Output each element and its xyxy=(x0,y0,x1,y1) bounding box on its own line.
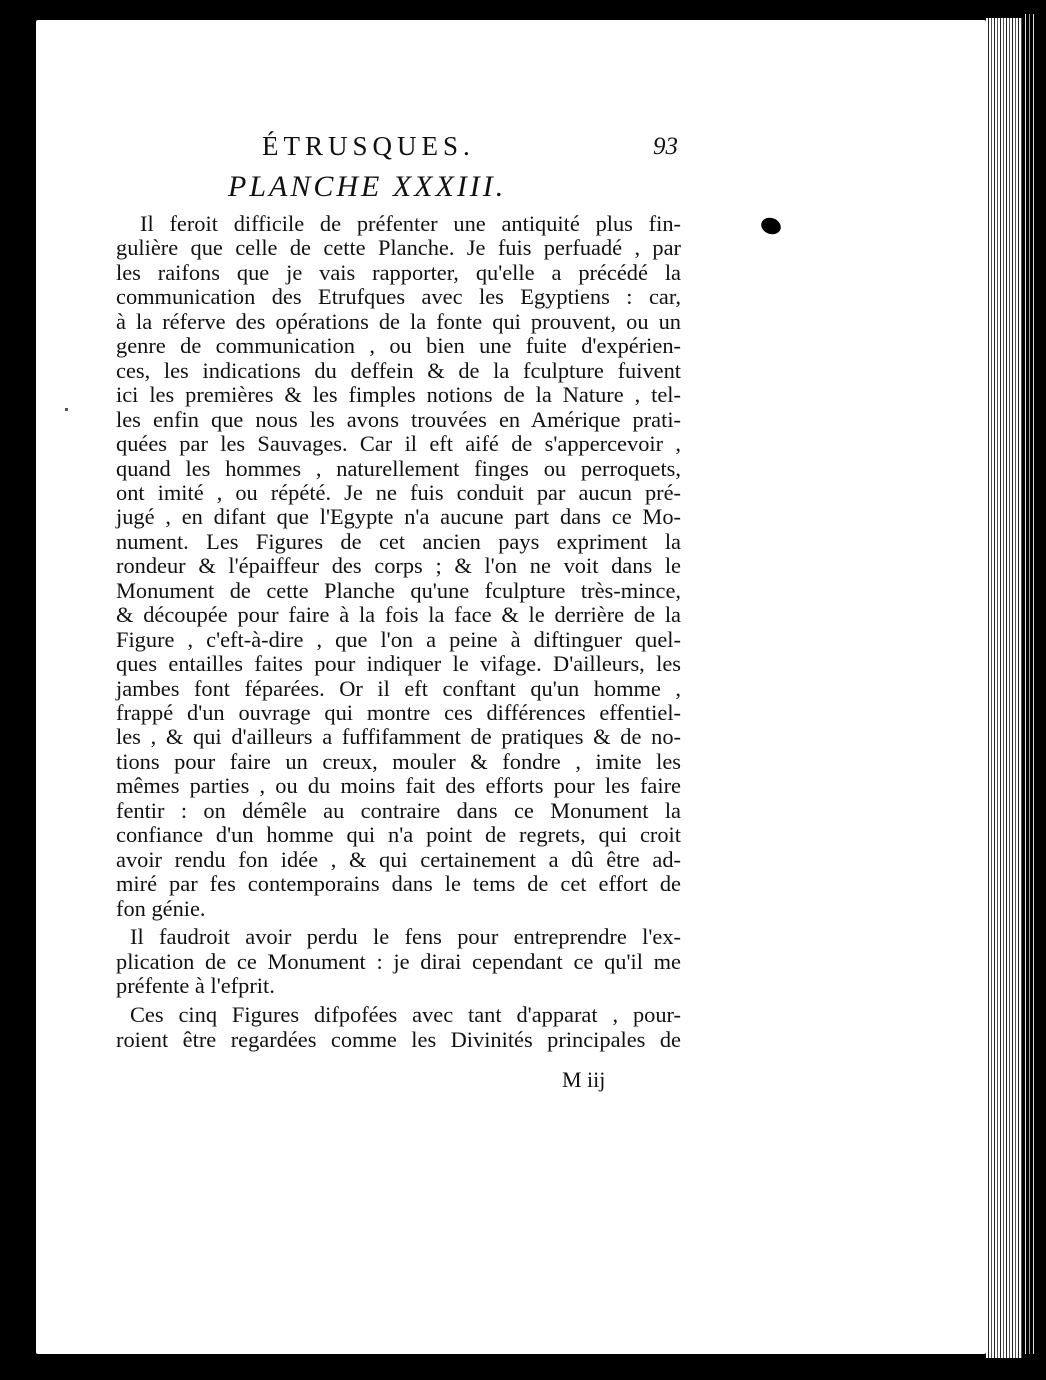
text-line: confiance d'un homme qui n'a point de regrets, qui croit xyxy=(116,822,681,848)
text-line: rondeur & l'épaiffeur des corps ; & l'on ne voit dans le xyxy=(116,553,681,579)
text-line: ont imité , ou répété. Je ne fuis conduit par aucun pré- xyxy=(116,479,681,505)
text-line: Monument de cette Planche qu'une fculpture très-mince, xyxy=(116,577,681,603)
text-line: plication de ce Monument : je dirai cependant ce qu'il me xyxy=(116,948,681,974)
text-line: miré par fes contemporains dans le tems de cet effort de xyxy=(116,871,681,897)
text-line: nument. Les Figures de cet ancien pays expriment la xyxy=(116,528,681,554)
text-line: quées par les Sauvages. Car il eft aifé de s'appercevoir , xyxy=(116,431,681,457)
text-line: les raifons que je vais rapporter, qu'elle a précédé la xyxy=(116,259,681,285)
text-line: & découpée pour faire à la fois la face & le derrière de la xyxy=(116,602,681,628)
text-line: quand les hommes , naturellement finges ou perroquets, xyxy=(116,455,681,481)
text-line: à la réferve des opérations de la fonte qui prouvent, ou un xyxy=(116,308,681,334)
text-line: fentir : on démêle au contraire dans ce Monument la xyxy=(116,797,681,823)
text-line: Il faudroit avoir perdu le fens pour entreprendre l'ex- xyxy=(130,924,681,950)
text-line: ces, les indications du deffein & de la fculpture fuivent xyxy=(116,357,681,383)
text-line: genre de communication , ou bien une fuite d'expérien- xyxy=(116,333,681,359)
text-line: les enfin que nous les avons trouvées en Amérique prati- xyxy=(116,406,681,432)
text-line: gulière que celle de cette Planche. Je fuis perfuadé , par xyxy=(116,235,681,261)
text-line: Ces cinq Figures difpofées avec tant d'apparat , pour- xyxy=(130,1002,681,1028)
text-line: communication des Etrufques avec les Egyptiens : car, xyxy=(116,284,681,310)
margin-speck xyxy=(65,408,68,411)
text-line: avoir rendu fon idée , & qui certainement a dû être ad- xyxy=(116,846,681,872)
text-line: fon génie. xyxy=(116,895,206,921)
text-line: préfente à l'efprit. xyxy=(116,972,275,998)
text-line: les , & qui d'ailleurs a fuffifamment de pratiques & de no- xyxy=(116,724,681,750)
text-line: frappé d'un ouvrage qui montre ces différences effentiel- xyxy=(116,700,681,725)
plate-title: PLANCHE XXXIII. xyxy=(228,170,507,203)
page-number: 93 xyxy=(653,133,678,160)
signature-mark: M iij xyxy=(562,1067,606,1092)
text-line: roient être regardées comme les Divinités principales de xyxy=(116,1026,681,1052)
text-line: Figure , c'eft-à-dire , que l'on a peine à diftinguer quel- xyxy=(116,626,681,652)
page-edge-stack xyxy=(986,18,1022,1358)
text-line: ques entailles faites pour indiquer le vifage. D'ailleurs, les xyxy=(116,651,681,677)
text-line: mêmes parties , ou du moins fait des efforts pour les faire xyxy=(116,773,681,799)
text-line: Il feroit difficile de préfenter une antiquité plus fin- xyxy=(140,211,681,236)
text-line: ici les premières & les fimples notions de la Nature , tel- xyxy=(116,382,681,408)
text-line: jambes font féparées. Or il eft conftant qu'un homme , xyxy=(116,675,681,701)
text-line: tions pour faire un creux, mouler & fondre , imite les xyxy=(116,748,681,774)
text-line: jugé , en difant que l'Egypte n'a aucune part dans ce Mo- xyxy=(116,504,681,530)
page-edge-dark xyxy=(1022,14,1036,1354)
running-title: ÉTRUSQUES. xyxy=(262,131,475,161)
